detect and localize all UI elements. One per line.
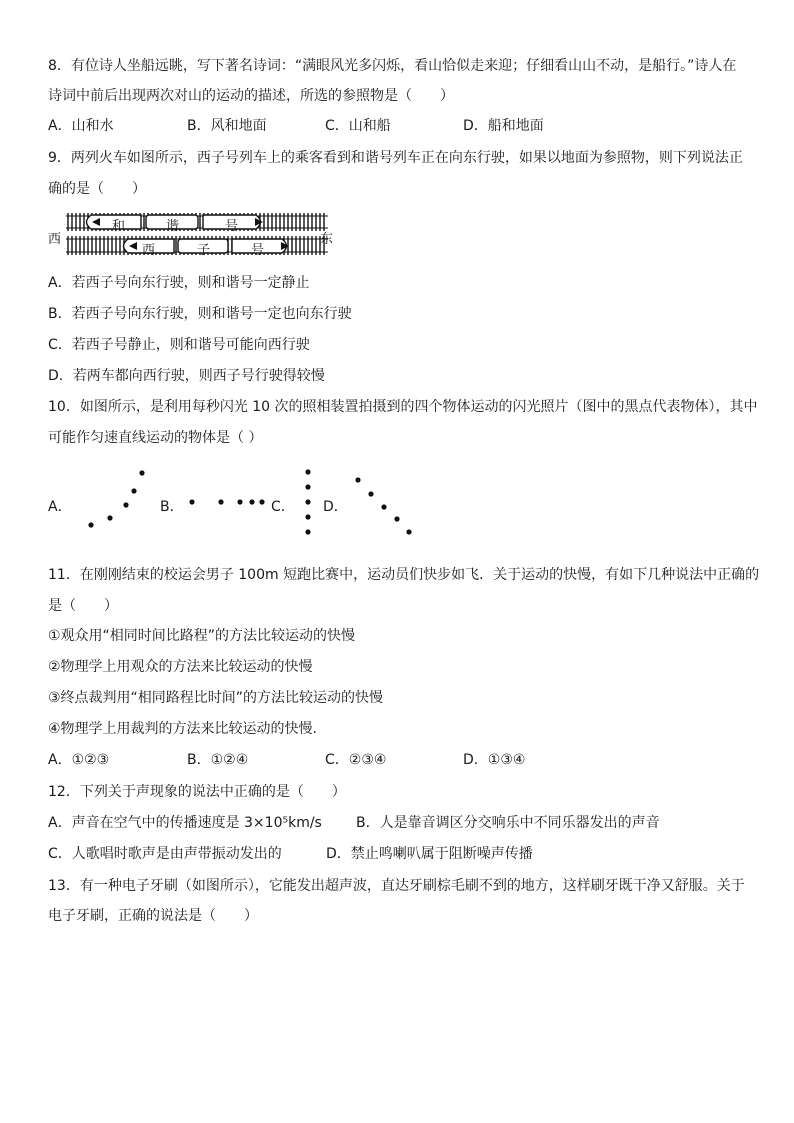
- dot-d-5: [406, 529, 411, 534]
- dot-c-2: [305, 484, 310, 489]
- q11-option-d: D．①③④: [463, 752, 526, 768]
- q10-dot-figures: [0, 462, 794, 542]
- q10-stem-line2: 可能作匀速直线运动的物体是（ ）: [48, 430, 263, 446]
- dot-a-4: [131, 488, 136, 493]
- label-east: 东: [320, 232, 334, 247]
- dot-a-2: [107, 515, 112, 520]
- q9-option-d: D．若两车都向西行驶，则西子号行驶得较慢: [48, 368, 325, 384]
- dot-d-4: [394, 516, 399, 521]
- q8-option-c: C．山和船: [325, 118, 391, 134]
- q13-stem-line1: 13．有一种电子牙刷（如图所示），它能发出超声波，直达牙刷棕毛刷不到的地方，这样刷牙既干净又舒服。关于: [48, 878, 745, 894]
- dot-c-1: [305, 469, 310, 474]
- q12-option-b: B．人是靠音调区分交响乐中不同乐器发出的声音: [356, 815, 660, 831]
- dot-a-3: [123, 502, 128, 507]
- q10-label-a: A．: [48, 499, 72, 515]
- q10-label-d: D．: [323, 499, 348, 515]
- q8-option-b: B．风和地面: [187, 118, 267, 134]
- dot-c-3: [305, 499, 310, 504]
- dot-b-5: [259, 499, 264, 504]
- label-west: 西: [48, 232, 62, 247]
- q12-option-d: D．禁止鸣喇叭属于阻断噪声传播: [326, 846, 533, 862]
- bottom-train-char-3: 号: [251, 243, 265, 258]
- dot-b-2: [218, 499, 223, 504]
- q10-label-c: C．: [271, 499, 295, 515]
- dot-b-3: [237, 499, 242, 504]
- dot-a-1: [88, 522, 93, 527]
- train-diagram: [46, 208, 336, 264]
- dot-d-2: [368, 491, 373, 496]
- q11-statement-4: ④物理学上用裁判的方法来比较运动的快慢.: [48, 721, 317, 737]
- q8-option-a: A．山和水: [48, 118, 114, 134]
- q12-option-a: A．声音在空气中的传播速度是 3×10⁵km/s: [48, 815, 322, 831]
- dot-d-3: [381, 504, 386, 509]
- q9-option-c: C．若西子号静止，则和谐号可能向西行驶: [48, 337, 310, 353]
- dot-c-4: [305, 514, 310, 519]
- q11-option-c: C．②③④: [325, 752, 387, 768]
- q9-train-figure: [46, 208, 336, 264]
- q9-option-b: B．若西子号向东行驶，则和谐号一定也向东行驶: [48, 306, 352, 322]
- bottom-train-char-1: 西: [142, 243, 156, 258]
- top-train-char-1: 和: [112, 219, 126, 234]
- q8-option-d: D．船和地面: [463, 118, 544, 134]
- top-train-char-3: 号: [225, 219, 239, 234]
- bottom-train-char-2: 子: [197, 243, 211, 258]
- dot-b-1: [189, 499, 194, 504]
- q8-stem-line1: 8．有位诗人坐船远眺，写下著名诗词：“满眼风光多闪烁，看山恰似走来迎；仔细看山山不动，是船行。”诗人在: [48, 58, 737, 74]
- dot-d-1: [355, 477, 360, 482]
- q12-option-c: C．人歌唱时歌声是由声带振动发出的: [48, 846, 282, 862]
- q10-stem-line1: 10．如图所示，是利用每秒闪光 10 次的照相装置拍摄到的四个物体运动的闪光照片（图中的黑点代表物体），其中: [48, 399, 758, 415]
- q9-option-a: A．若西子号向东行驶，则和谐号一定静止: [48, 275, 310, 291]
- q11-stem-line2: 是（ ）: [48, 598, 118, 614]
- dot-c-5: [305, 529, 310, 534]
- q11-statement-3: ③终点裁判用“相同路程比时间”的方法比较运动的快慢: [48, 690, 384, 706]
- q12-stem: 12．下列关于声现象的说法中正确的是（ ）: [48, 784, 346, 800]
- dot-a-5: [139, 470, 144, 475]
- dot-b-4: [249, 499, 254, 504]
- q10-label-b: B．: [160, 499, 184, 515]
- q13-stem-line2: 电子牙刷，正确的说法是（ ）: [48, 908, 258, 924]
- q11-option-a: A．①②③: [48, 752, 110, 768]
- q11-statement-2: ②物理学上用观众的方法来比较运动的快慢: [48, 659, 313, 675]
- q11-stem-line1: 11．在刚刚结束的校运会男子 100m 短跑比赛中，运动员们快步如飞．关于运动的快慢，有如下几种说法中正确的: [48, 567, 760, 583]
- q11-option-b: B．①②④: [187, 752, 249, 768]
- q11-statement-1: ①观众用“相同时间比路程”的方法比较运动的快慢: [48, 628, 356, 644]
- q9-stem-line1: 9．两列火车如图所示，西子号列车上的乘客看到和谐号列车正在向东行驶，如果以地面为参照物，则下列说法正: [48, 150, 743, 166]
- top-train-char-2: 谐: [166, 219, 180, 234]
- q8-stem-line2: 诗词中前后出现两次对山的运动的描述，所选的参照物是（ ）: [48, 88, 454, 104]
- q9-stem-line2: 确的是（ ）: [48, 181, 146, 197]
